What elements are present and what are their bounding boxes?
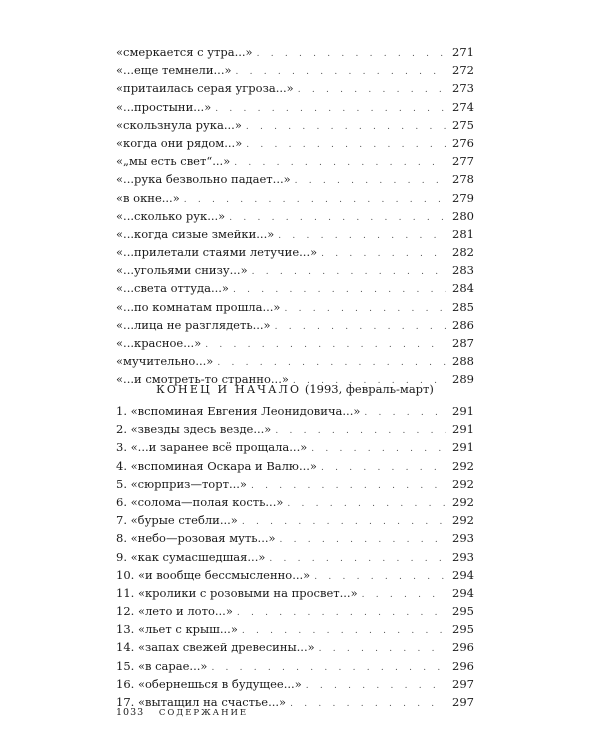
toc-entry[interactable] [116,548,474,566]
toc-entry-page: 295 [452,622,474,637]
toc-entry[interactable] [116,43,474,61]
toc-entry-title: «притаилась серая угроза...» [116,81,294,96]
toc-entry-title: «в окне...» [116,190,180,205]
toc-entry-page: 291 [452,440,474,455]
toc-entry-title: 15. «в сарае...» [116,658,208,673]
toc-entry-page: 281 [452,226,474,241]
toc-entry-page: 271 [452,45,474,59]
toc-entry-title: «„мы есть свет“...» [116,154,231,169]
section-title: КОНЕЦ И НАЧАЛО [156,383,302,396]
toc-entry[interactable] [116,438,474,456]
toc-entry-title: «когда они рядом...» [116,135,243,150]
toc-entry-page: 292 [452,458,474,473]
toc-entry-title: «смеркается с утра...» [116,45,253,59]
toc-entry[interactable] [116,152,474,170]
toc-entry[interactable] [116,675,474,693]
page-footer [116,706,248,720]
toc-entry-page: 297 [452,695,474,709]
toc-entry-title: «...еще темнели...» [116,63,232,78]
toc-entry-page: 286 [452,317,474,332]
toc-entry[interactable] [116,493,474,511]
dot-leader [298,81,446,99]
toc-entry[interactable] [116,261,474,279]
dot-leader [290,695,446,713]
toc-entry-title: «мучительно...» [116,354,214,369]
toc-entry-title: 13. «льет с крыш...» [116,622,238,637]
toc-entry-title: 2. «звезды здесь везде...» [116,422,272,437]
toc-entry-title: «...лица не разглядеть...» [116,317,271,332]
toc-entry[interactable] [116,116,474,134]
toc-entry[interactable] [116,243,474,261]
toc-entry-page: 272 [452,63,474,78]
dot-leader [287,495,446,513]
toc-entry-title: «...и смотреть-то странно...» [116,372,289,387]
toc-entry-page: 292 [452,513,474,528]
toc-entry-title: «...света оттуда...» [116,281,229,296]
toc-entry[interactable] [116,457,474,475]
toc-entry-title: «...прилетали стаями летучие...» [116,245,318,260]
toc-entry-page: 279 [452,190,474,205]
toc-entry[interactable] [116,189,474,207]
dot-leader [275,318,446,336]
toc-entry-page: 274 [452,99,474,114]
toc-entry[interactable] [116,584,474,602]
toc-entry-page: 275 [452,117,474,132]
dot-leader [257,45,446,63]
toc-entry-page: 273 [452,81,474,96]
toc-entry[interactable] [116,511,474,529]
toc-entry-title: «...когда сизые змейки...» [116,226,275,241]
toc-entry-title: 3. «...и заранее всё прощала...» [116,440,308,455]
toc-entry[interactable] [116,298,474,316]
toc-entry[interactable] [116,602,474,620]
toc-entry-page: 291 [452,404,474,418]
dot-leader [319,640,446,658]
toc-entry-title: 5. «сюрприз—торт...» [116,476,247,491]
toc-entry-title: «...сколько рук...» [116,208,226,223]
section-heading[interactable] [116,380,474,399]
toc-entry-page: 294 [452,567,474,582]
toc-entry-page: 278 [452,172,474,187]
dot-leader [252,263,446,281]
toc-entry-title: 11. «кролики с розовыми на просвет...» [116,585,358,600]
toc-entry-title: «...рука безвольно падает...» [116,172,291,187]
toc-entry[interactable] [116,98,474,116]
toc-entry[interactable] [116,657,474,675]
running-head: СОДЕРЖАНИЕ [158,708,249,718]
toc-entry-title: 7. «бурые стебли...» [116,513,238,528]
toc-entry-title: 16. «обернешься в будущее...» [116,676,302,691]
toc-entry-title: 4. «вспоминая Оскара и Валю...» [116,458,317,473]
toc-entry-page: 293 [452,531,474,546]
toc-entry-page: 296 [452,658,474,673]
toc-entry-title: 14. «запах свежей древесины...» [116,640,315,655]
toc-entry[interactable] [116,420,474,438]
toc-entry[interactable] [116,334,474,352]
dot-leader [246,118,446,136]
toc-entry-page: 285 [452,299,474,314]
toc-entry-page: 296 [452,640,474,655]
toc-entry-title: 17. «вытащил на счастье...» [116,695,287,709]
toc-entry-title: 12. «лето и лото...» [116,604,233,619]
toc-entry[interactable] [116,79,474,97]
toc-entry-page: 280 [452,208,474,223]
toc-entry-page: 289 [452,372,474,387]
toc-entry[interactable] [116,316,474,334]
dot-leader [311,440,446,458]
dot-leader [321,459,446,477]
toc-list-top [116,43,474,389]
toc-entry-page: 293 [452,549,474,564]
toc-entry-title: «...простыни...» [116,99,212,114]
toc-entry[interactable] [116,638,474,656]
dot-leader [237,604,446,622]
toc-entry-page: 284 [452,281,474,296]
dot-leader [362,586,446,604]
toc-entry-page: 295 [452,604,474,619]
toc-entry-title: 8. «небо—розовая муть...» [116,531,276,546]
dot-leader [246,136,446,154]
page-number: 1033 [116,707,145,718]
toc-entry-title: 9. «как сумасшедшая...» [116,549,266,564]
toc-entry-title: «...угольями снизу...» [116,263,248,278]
toc-entry[interactable] [116,279,474,297]
toc-entry-page: 292 [452,494,474,509]
toc-entry[interactable] [116,475,474,493]
section-dates: (1993, февраль-март) [304,382,434,396]
toc-entry[interactable] [116,225,474,243]
toc-entry[interactable] [116,61,474,79]
dot-leader [280,531,446,549]
toc-entry[interactable] [116,134,474,152]
toc-entry-page: 291 [452,422,474,437]
toc-entry-title: «...красное...» [116,336,202,350]
toc-entry-title: 6. «солома—полая кость...» [116,494,284,509]
toc-entry-title: «...по комнатам прошла...» [116,299,281,314]
toc-entry[interactable] [116,402,474,420]
dot-leader [284,300,446,318]
dot-leader [215,100,446,118]
toc-entry-page: 287 [452,336,474,350]
toc-entry-page: 282 [452,245,474,260]
toc-entry[interactable] [116,170,474,188]
toc-entry[interactable] [116,207,474,225]
toc-entry-page: 277 [452,154,474,169]
dot-leader [205,336,446,354]
toc-entry[interactable] [116,620,474,638]
toc-entry-title: «скользнула рука...» [116,117,242,132]
toc-entry-title: 1. «вспоминая Евгения Леонидовича...» [116,404,361,418]
toc-entry-title: 10. «и вообще бессмысленно...» [116,567,311,582]
toc-entry-page: 297 [452,676,474,691]
dot-leader [295,172,446,190]
dot-leader [364,404,446,422]
toc-entry-page: 292 [452,476,474,491]
toc-list-bottom [116,402,474,711]
toc-entry-page: 283 [452,263,474,278]
toc-entry[interactable] [116,566,474,584]
toc-entry[interactable] [116,352,474,370]
toc-entry-page: 288 [452,354,474,369]
dot-leader [321,245,446,263]
toc-entry-page: 294 [452,585,474,600]
toc-entry[interactable] [116,529,474,547]
toc-entry-page: 276 [452,135,474,150]
dot-leader [306,677,446,695]
